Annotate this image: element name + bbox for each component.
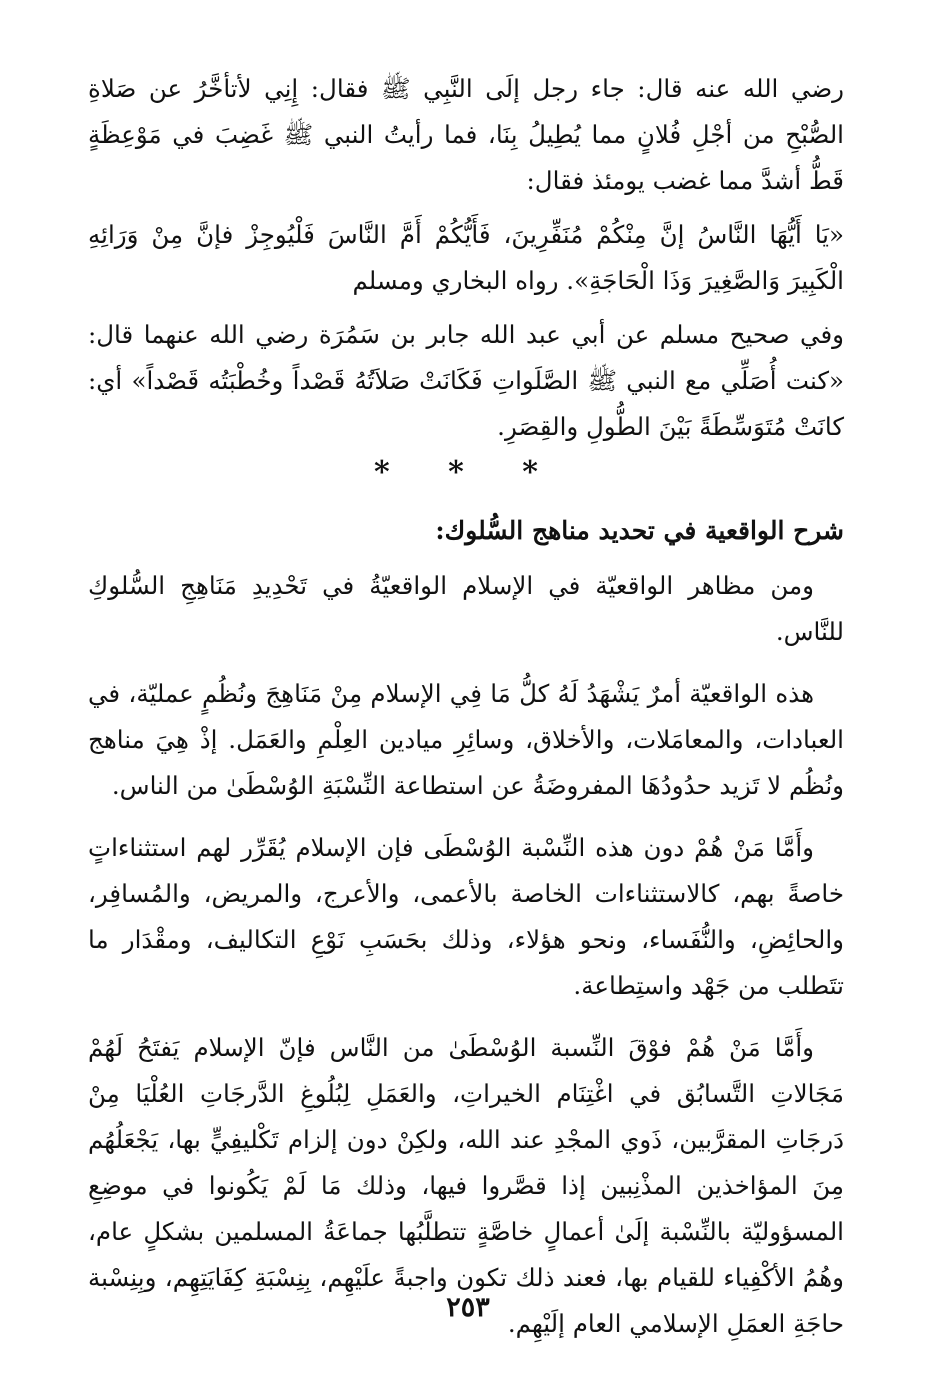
- paragraph-realism: هذه الواقعيّة أمرٌ يَشْهَدُ لَهُ كلُّ مَا فِي الإسلام مِنْ مَنَاهِجَ ونُظُمٍ عمليّة، في العبادات، والمعامَلات، والأخلاق، وسائِرِ ميادين العِلْمِ والعَمَل. إذْ هِيَ مناهج ونُظُم لا تَزيد حدُودُهَا المفروضَةُ عن استطاعة النِّسْبَةِ الوُسْطَىٰ من الناس.: [88, 679, 844, 800]
- paragraph-jabir-narration: وفي صحيح مسلم عن أبي عبد الله جابر بن سَمُرَة رضي الله عنهما قال: «كنت أُصَلِّي مع النبي ﷺ الصَّلَواتِ فَكَانَتْ صَلاَتُهُ قَصْداً وخُطْبَتُه قَصْداً» أي: كانَتْ مُتَوَسِّطَةً بَيْنَ الطُّولِ والقِصَرِ.: [88, 320, 844, 441]
- paragraph-intro: ومن مظاهر الواقعيّة في الإسلام الواقعيّةُ في تَحْدِيدِ مَنَاهِجِ السُّلوكِ للنَّاس.: [88, 571, 844, 646]
- top-text-block: [88, 66, 844, 450]
- body-text-block: [88, 563, 844, 1347]
- paragraph-hadith-intro: رضي الله عنه قال: جاء رجل إلَى النَّبِي ﷺ فقال: إِنِي لأتأخَّرُ عن صَلاةِ الصُّبْحِ من أجْلِ فُلانٍ مما يُطِيلُ بِنَا، فما رأيتُ النبي ﷺ غَضِبَ في مَوْعِظَةٍ قَطُّ أشدَّ مما غضب يومئذ فقال:: [88, 74, 844, 195]
- paragraph-above-average: وأَمَّا مَنْ هُمْ فوْقَ النِّسبة الوُسْطَىٰ من النَّاس فإنّ الإسلام يَفتَحُ لَهُمْ مَجَالاتِ التَّسابُق في اغْتِنَام الخيراتِ، والعَمَلِ لِبُلُوغِ الدَّرجَاتِ العُلْيَا مِنْ دَرجَاتِ المقرَّبين، ذَوي المجْدِ عند الله، ولكِنْ دون إلزام تَكْليفِيٍّ بها، يَجْعَلُهُم مِنَ المؤاخذين المذْنِبين إذا قصَّروا فيها، وذلك مَا لَمْ يَكُونوا في موضِعِ المسؤوليّة بالنِّسْبة إلَىٰ أعمالٍ خاصَّةٍ تتطلَّبُها جماعَةُ المسلمين بشكلٍ عام، وهُمُ الأكْفِياء للقيام بها، فعند ذلك تكون واجبةً علَيْهِم، بِنِسْبَةِ كِفَايَتِهِم، وبِنِسْبة حاجَةِ العمَلِ الإسلامي العام إلَيْهِم.: [88, 1033, 844, 1338]
- section-heading: شرح الواقعية في تحديد مناهج السُّلوك:: [435, 516, 844, 545]
- paragraph-hadith-quote: «يَا أَيُّهَا النَّاسُ إنَّ مِنْكُمْ مُنَفِّرِينَ، فَأَيُّكُمْ أَمَّ النَّاسَ فَلْيُوجِزْ فإنَّ مِنْ وَرَائِهِ الْكَبِيرَ وَالصَّغِيرَ وَذَا الْحَاجَةِ». رواه البخاري ومسلم: [88, 220, 844, 295]
- section-separator: * * *: [374, 455, 562, 490]
- page-number: ٢٥٣: [446, 1292, 490, 1323]
- paragraph-below-average: وأَمَّا مَنْ هُمْ دون هذه النِّسْبة الوُسْطَى فإن الإسلام يُقَرِّر لهم استثناءاتٍ خاصةً بهم، كالاستثناءات الخاصة بالأعمى، والأعرج، والمريض، والمُسافِر، والحائِضِ، والنُّفَساء، ونحو هؤلاء، وذلك بحَسَبِ نَوْعِ التكاليف، ومقْدَار ما تتَطلب من جَهْد واستِطاعة.: [88, 833, 844, 1000]
